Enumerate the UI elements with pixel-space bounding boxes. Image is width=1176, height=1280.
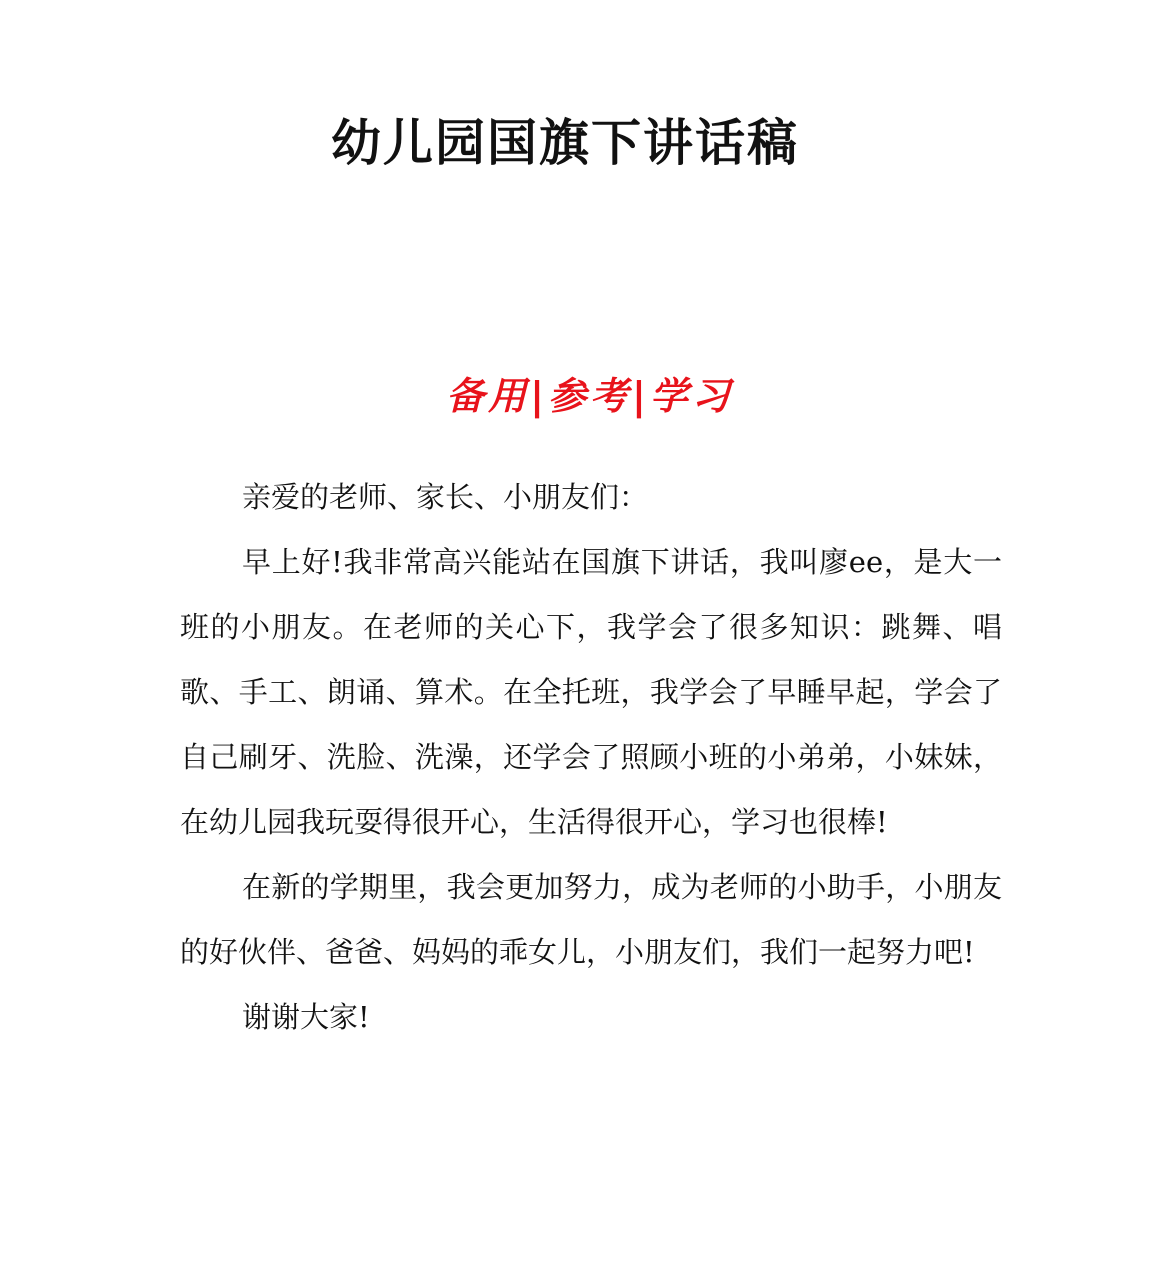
closing-paragraph: 谢谢大家! xyxy=(242,1000,370,1034)
reference-stamp: 备用|参考|学习 xyxy=(446,374,734,418)
body-paragraph: 早上好!我非常高兴能站在国旗下讲话，我叫廖ee，是大一班的小朋友。在老师的关心下，我学会了很多知识：跳舞、唱歌、手工、朗诵、算术。在全托班，我学会了早睡早起，学会了自己刷牙、洗脸、洗澡，还学会了照顾小班的小弟弟，小妹妹，在幼儿园我玩耍得很开心，生活得很开心，学习也很棒! xyxy=(180,545,1002,839)
greeting-paragraph: 亲爱的老师、家长、小朋友们： xyxy=(242,480,649,514)
document-body xyxy=(180,465,1002,1050)
document-title: 幼儿园国旗下讲话稿 xyxy=(331,113,799,172)
body-paragraph: 在新的学期里，我会更加努力，成为老师的小助手，小朋友的好伙伴、爸爸、妈妈的乖女儿，小朋友们，我们一起努力吧! xyxy=(180,870,1002,969)
